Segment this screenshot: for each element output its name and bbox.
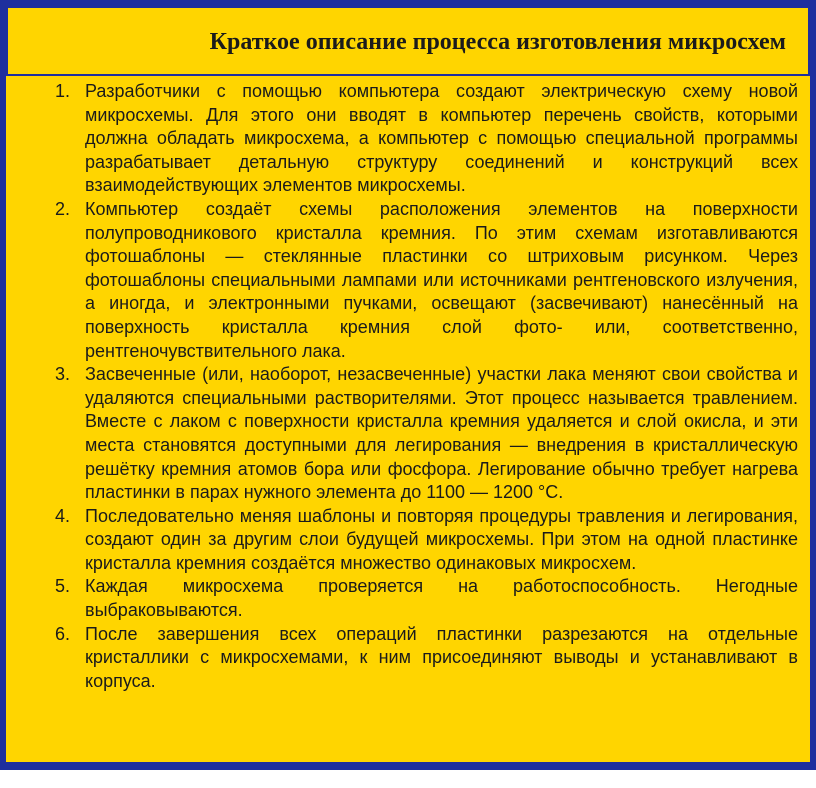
step-text: Засвеченные (или, наоборот, незасвеченные) участки лака меняют свои свойства и удаляются специальными растворителями. Этот процесс называется травлением. Вместе с лаком с поверхности кристалла кремния удаляется и слой окисла, и эти места становятся доступными для легирования — внедрения в кристаллическую решётку кремния атомов бора или фосфора. Легирование обычно требует нагрева пластинки в парах нужного элемента до 1100 — 1200 °C. <box>85 364 798 503</box>
step-text: Последовательно меняя шаблоны и повторяя процедуры травления и легирования, создают один за другим слои будущей микросхемы. При этом на одной пластинке кристалла кремния создаётся множество одинаковых микросхем. <box>85 505 798 573</box>
list-item <box>55 505 798 576</box>
list-item <box>55 80 798 198</box>
list-item <box>55 363 798 505</box>
step-text: Разработчики с помощью компьютера создают электрическую схему новой микросхемы. Для этого они вводят в компьютер перечень свойств, которыми должна обладать микросхема, а компьютер с помощью специальной программы разрабатывает детальную структуру соединений и конструкций всех взаимодействующих элементов микросхемы. <box>85 81 798 196</box>
step-text: Каждая микросхема проверяется на работоспособность. Негодные выбраковываются. <box>85 576 798 621</box>
step-number: 1. <box>55 81 71 101</box>
steps-list <box>6 80 810 693</box>
step-number: 5. <box>55 576 71 597</box>
title-band <box>6 6 810 76</box>
list-item <box>55 575 798 622</box>
step-number: 2. <box>55 198 71 219</box>
step-number: 6. <box>55 623 71 644</box>
list-item <box>55 198 798 363</box>
step-number: 4. <box>55 505 71 526</box>
page-title: Краткое описание процесса изготовления микросхем <box>209 29 786 55</box>
step-text: Компьютер создаёт схемы расположения элементов на поверхности полупроводникового кристалла кремния. По этим схемам изготавливаются фотошаблоны — стеклянные пластинки со штриховым рисунком. Через фотошаблоны специальными лампами или источниками рентгеновского излучения, а иногда, и электронными пучками, освещают (засвечивают) нанесённый на поверхность кристалла кремния слой фото- или, соответственно, рентгеночувствительного лака. <box>85 198 798 361</box>
step-number: 3. <box>55 364 71 385</box>
content-panel <box>6 70 810 762</box>
list-item <box>55 623 798 694</box>
step-text: После завершения всех операций пластинки разрезаются на отдельные кристаллики с микросхемами, к ним присоединяют выводы и устанавливают в корпуса. <box>85 623 798 691</box>
